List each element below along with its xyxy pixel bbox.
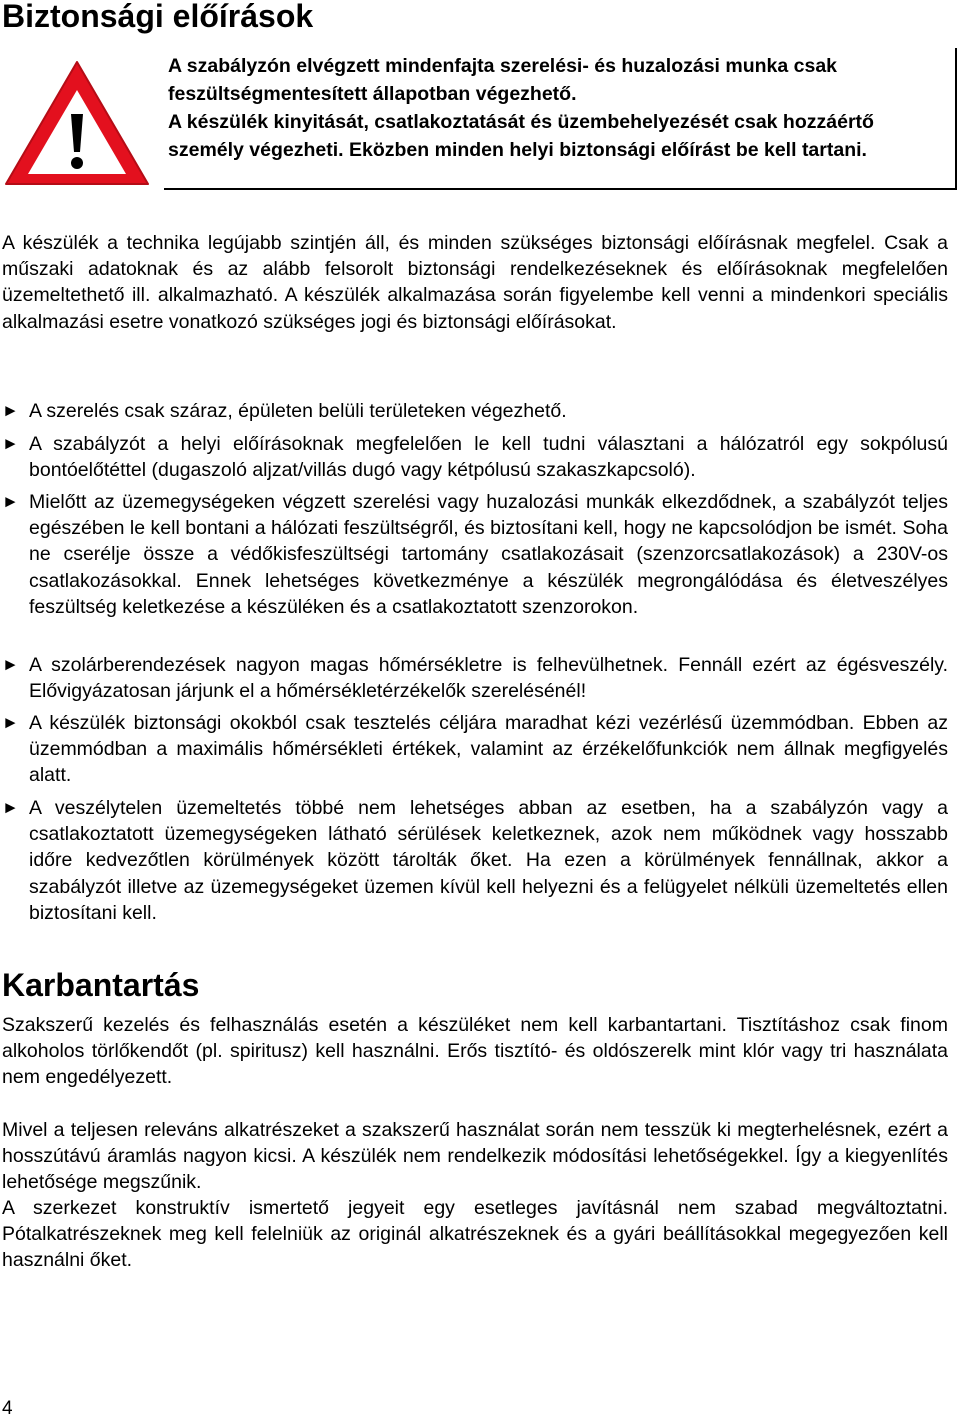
list-item-text: A veszélytelen üzemeltetés többé nem lehetséges abban az esetben, ha a szabályzón vagy a csatlakoztatott üzemegységeken látható sérülések keletkeznek, azok nem működnek vagy hosszabb időre kedvezőtlen körülmények között tárolták őket. Ha ezen a körülmények fennállnak, akkor a szabályzót illetve az üzemegységeket üzemen kívül kell helyezni és a felügyelet nélküli üzemeltetés ellen biztosítani kell.	[29, 797, 948, 924]
maintenance-paragraph-1: Szakszerű kezelés és felhasználás esetén a készüléket nem kell karbantartani. Tisztításhoz csak finom alkoholos törlőkendőt (pl. spiritusz) kell használni. Erős tisztító- és oldószerelk mint klór vagy tri használata nem engedélyezett.	[2, 1014, 948, 1089]
warning-box	[164, 48, 957, 190]
list-item-text: Mielőtt az üzemegységeken végzett szerelési vagy huzalozási munkák elkezdődnek, a szabályzót teljes egészében le kell bontani a hálózati feszültségről, és biztosítani kell, hogy ne kapcsolódjon be ismét. Soha ne cserélje össze a védőkisfeszültségi tartomány csatlakozásait (szenzorcsatlakozások) a 230V-os csatlakozásokkal. Ennek lehetséges következménye a készülék megrongálódása és életveszélyes feszültség keletkezése a készüléken és a csatlakoztatott szenzorokon.	[29, 491, 948, 618]
section-title-maintenance: Karbantartás	[2, 967, 200, 1003]
bullet-arrow-icon: ►	[2, 655, 19, 674]
warning-triangle-icon	[2, 56, 152, 190]
intro-paragraph: A készülék a technika legújabb szintjén áll, és minden szükséges biztonsági előírásnak megfelel. Csak a műszaki adatoknak és az alább felsorolt biztonsági rendelkezéseknek és előírásoknak megfelelően üzemeltethető ill. alkalmazható. A készülék alkalmazása során figyelembe kell venni a mindenkori speciális alkalmazási esetre vonatkozó szükséges jogi és biztonsági előírásokat.	[2, 232, 948, 333]
list-item-text: A szolárberendezések nagyon magas hőmérsékletre is felhevülhetnek. Fennáll ezért az égésveszély. Elővigyázatosan járjunk el a hőmérsékletérzékelők szerelésénél!	[29, 654, 948, 703]
bullet-arrow-icon: ►	[2, 434, 19, 453]
list-item	[2, 398, 948, 424]
warning-text-2: A készülék kinyitását, csatlakoztatását és üzembehelyezését csak hozzáértő személy végezheti. Eközben minden helyi biztonsági előírást be kell tartani.	[168, 111, 874, 161]
page-number: 4	[2, 1398, 13, 1419]
list-item	[2, 652, 948, 704]
list-item	[2, 795, 948, 926]
list-item-text: A szabályzót a helyi előírásoknak megfelelően le kell tudni választani a hálózatról egy sokpólusú bontóelőtéttel (dugaszoló aljzat/villás dugó vagy kétpólusú szakaszkapcsoló).	[29, 433, 948, 482]
maintenance-paragraph-2: Mivel a teljesen releváns alkatrészeket a szakszerű használat során nem tesszük ki megterhelésnek, ezért a hosszútávú áramlás nagyon kicsi. A készülék nem rendelkezik módosítási lehetőségekkel. Így a kiegyenlítés lehetősége megszűnik.	[2, 1119, 948, 1194]
list-item	[2, 489, 948, 620]
list-item	[2, 710, 948, 789]
list-item-text: A szerelés csak száraz, épületen belüli területeken végezhető.	[29, 400, 567, 422]
bullet-arrow-icon: ►	[2, 798, 19, 817]
maintenance-paragraph-3: A szerkezet konstruktív ismertető jegyeit egy esetleges javításnál nem szabad megváltoztatni. Pótalkatrészeknek meg kell felelniük az originál alkatrészeknek és a gyári beállításokkal megegyezően kell használni őket.	[2, 1197, 948, 1272]
list-item	[2, 431, 948, 483]
bullet-arrow-icon: ►	[2, 713, 19, 732]
bullet-arrow-icon: ►	[2, 401, 19, 420]
section-title-safety: Biztonsági előírások	[2, 0, 314, 34]
bullet-arrow-icon: ►	[2, 492, 19, 511]
list-item-text: A készülék biztonsági okokból csak tesztelés céljára maradhat kézi vezérlésű üzemmódban. Ebben az üzemmódban a maximális hőmérsékleti értékek, valamint az érzékelőfunkciók nem állnak megfigyelés alatt.	[29, 712, 948, 787]
warning-text-1: A szabályzón elvégzett mindenfajta szerelési- és huzalozási munka csak feszültségmentesített állapotban végezhető.	[168, 55, 838, 105]
